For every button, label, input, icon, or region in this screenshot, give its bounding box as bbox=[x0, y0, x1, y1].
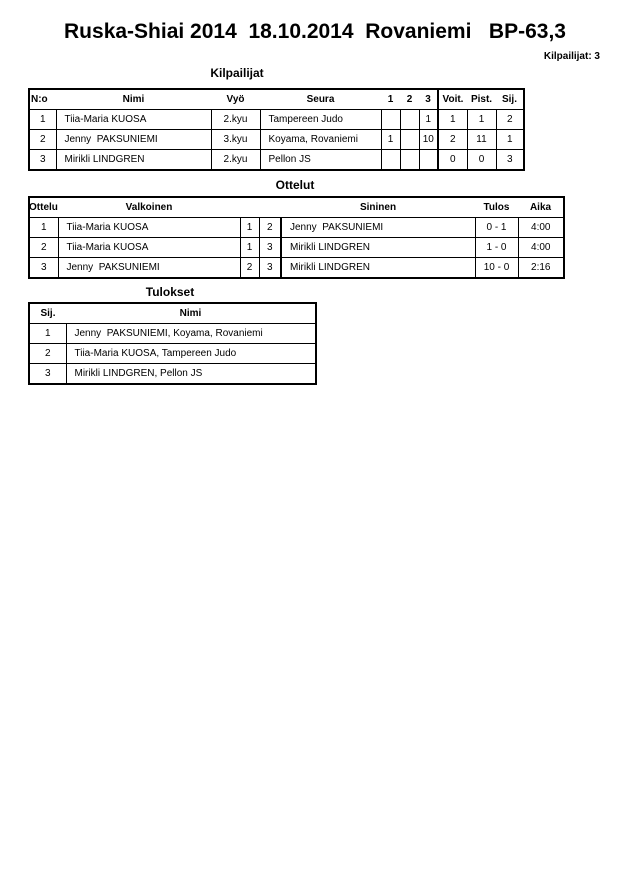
cell-match3 bbox=[419, 150, 438, 171]
cell-match1 bbox=[381, 150, 400, 171]
col-header-points: Pist. bbox=[467, 89, 496, 110]
col-header-place: Sij. bbox=[496, 89, 524, 110]
cell-white-name: Tiia-Maria KUOSA bbox=[58, 238, 240, 258]
cell-belt: 2.kyu bbox=[211, 110, 260, 130]
cell-white-no: 1 bbox=[240, 218, 259, 238]
match-row bbox=[29, 258, 564, 279]
col-header-time: Aika bbox=[518, 197, 564, 218]
cell-name: Jenny PAKSUNIEMI bbox=[56, 130, 211, 150]
col-header-name: Nimi bbox=[66, 303, 316, 324]
cell-club: Pellon JS bbox=[260, 150, 381, 171]
col-header-competitor-numbers bbox=[240, 197, 281, 218]
col-header-belt: Vyö bbox=[211, 89, 260, 110]
col-header-result: Tulos bbox=[475, 197, 518, 218]
cell-score: 0 - 1 bbox=[475, 218, 518, 238]
cell-no: 2 bbox=[29, 130, 56, 150]
col-header-match2: 2 bbox=[400, 89, 419, 110]
cell-blue-name: Mirikli LINDGREN bbox=[281, 258, 475, 279]
cell-no: 3 bbox=[29, 150, 56, 171]
competitors-table bbox=[28, 88, 525, 171]
competitor-count-label: Kilpailijat: 3 bbox=[543, 51, 600, 62]
cell-time: 4:00 bbox=[518, 238, 564, 258]
cell-club: Tampereen Judo bbox=[260, 110, 381, 130]
result-row bbox=[29, 364, 316, 385]
cell-place: 2 bbox=[29, 344, 66, 364]
cell-name: Tiia-Maria KUOSA, Tampereen Judo bbox=[66, 344, 316, 364]
cell-no: 1 bbox=[29, 110, 56, 130]
cell-blue-no: 2 bbox=[259, 218, 281, 238]
matches-heading: Ottelut bbox=[275, 178, 315, 192]
cell-place: 3 bbox=[29, 364, 66, 385]
col-header-no: N:o bbox=[29, 89, 56, 110]
cell-white-no: 1 bbox=[240, 238, 259, 258]
cell-blue-name: Jenny PAKSUNIEMI bbox=[281, 218, 475, 238]
col-header-name: Nimi bbox=[56, 89, 211, 110]
results-table bbox=[28, 302, 317, 385]
cell-match-no: 3 bbox=[29, 258, 58, 279]
match-row bbox=[29, 218, 564, 238]
cell-white-no: 2 bbox=[240, 258, 259, 279]
match-row bbox=[29, 238, 564, 258]
results-header-row bbox=[29, 303, 316, 324]
cell-wins: 2 bbox=[438, 130, 467, 150]
cell-belt: 2.kyu bbox=[211, 150, 260, 171]
cell-match-no: 2 bbox=[29, 238, 58, 258]
cell-place: 1 bbox=[496, 130, 524, 150]
cell-wins: 1 bbox=[438, 110, 467, 130]
cell-blue-no: 3 bbox=[259, 238, 281, 258]
col-header-place: Sij. bbox=[29, 303, 66, 324]
col-header-match-no: Ottelu bbox=[29, 197, 58, 218]
competitors-header-row bbox=[29, 89, 524, 110]
cell-name: Mirikli LINDGREN, Pellon JS bbox=[66, 364, 316, 385]
competitor-row bbox=[29, 150, 524, 171]
cell-club: Koyama, Rovaniemi bbox=[260, 130, 381, 150]
cell-blue-no: 3 bbox=[259, 258, 281, 279]
cell-match-no: 1 bbox=[29, 218, 58, 238]
cell-name: Tiia-Maria KUOSA bbox=[56, 110, 211, 130]
competitor-row bbox=[29, 130, 524, 150]
cell-match3: 10 bbox=[419, 130, 438, 150]
cell-time: 4:00 bbox=[518, 218, 564, 238]
document-title: Ruska-Shiai 2014 18.10.2014 Rovaniemi BP-63,3 bbox=[64, 20, 566, 43]
col-header-club: Seura bbox=[260, 89, 381, 110]
cell-place: 1 bbox=[29, 324, 66, 344]
cell-blue-name: Mirikli LINDGREN bbox=[281, 238, 475, 258]
cell-points: 1 bbox=[467, 110, 496, 130]
cell-match1 bbox=[381, 110, 400, 130]
cell-points: 11 bbox=[467, 130, 496, 150]
cell-white-name: Tiia-Maria KUOSA bbox=[58, 218, 240, 238]
cell-score: 1 - 0 bbox=[475, 238, 518, 258]
col-header-wins: Voit. bbox=[438, 89, 467, 110]
cell-name: Mirikli LINDGREN bbox=[56, 150, 211, 171]
col-header-match3: 3 bbox=[419, 89, 438, 110]
cell-wins: 0 bbox=[438, 150, 467, 171]
col-header-match1: 1 bbox=[381, 89, 400, 110]
cell-match1: 1 bbox=[381, 130, 400, 150]
competitors-heading: Kilpailijat bbox=[210, 66, 264, 80]
cell-match2 bbox=[400, 130, 419, 150]
cell-points: 0 bbox=[467, 150, 496, 171]
cell-place: 3 bbox=[496, 150, 524, 171]
cell-time: 2:16 bbox=[518, 258, 564, 279]
cell-white-name: Jenny PAKSUNIEMI bbox=[58, 258, 240, 279]
matches-header-row bbox=[29, 197, 564, 218]
cell-place: 2 bbox=[496, 110, 524, 130]
col-header-blue: Sininen bbox=[281, 197, 475, 218]
cell-name: Jenny PAKSUNIEMI, Koyama, Rovaniemi bbox=[66, 324, 316, 344]
matches-table bbox=[28, 196, 565, 279]
cell-belt: 3.kyu bbox=[211, 130, 260, 150]
cell-match2 bbox=[400, 150, 419, 171]
cell-match3: 1 bbox=[419, 110, 438, 130]
cell-match2 bbox=[400, 110, 419, 130]
cell-score: 10 - 0 bbox=[475, 258, 518, 279]
results-heading: Tulokset bbox=[145, 285, 195, 299]
col-header-white: Valkoinen bbox=[58, 197, 240, 218]
competitor-row bbox=[29, 110, 524, 130]
result-row bbox=[29, 324, 316, 344]
result-row bbox=[29, 344, 316, 364]
